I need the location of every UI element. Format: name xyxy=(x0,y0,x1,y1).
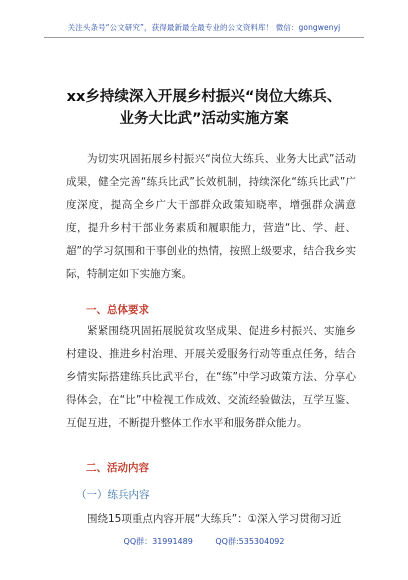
title-line-1: xx乡持续深入开展乡村振兴“岗位大练兵、 xyxy=(66,89,342,105)
section-heading-activity-content: 二、活动内容 xyxy=(86,462,149,474)
footer-qq-group-1: QQ群：31991489 xyxy=(123,537,193,546)
subsection-heading-training-content: （一）练兵内容 xyxy=(76,489,150,501)
footer xyxy=(0,536,408,547)
section1-paragraph: 紧紧围绕巩固拓展脱贫攻坚成果、促进乡村振兴、实施乡村建设、推进乡村治理、开展关爱服务行动等重点任务，结合乡情实际搭建练兵比武平台，在“练”中学习政策方法、分享心得体会，在“比”中检视工作成效、交流经验做法，互学互鉴、互促互进，不断提升整体工作水平和服务群众能力。 xyxy=(66,325,356,429)
intro-paragraph: 为切实巩固拓展乡村振兴“岗位大练兵、业务大比武”活动成果，健全完善“练兵比武”长效机制，持续深化“练兵比武”广度深度，提高全乡广大干部群众政策知晓率，增强群众满意度，提升乡村干部业务素质和履职能力，营造“比、学、赶、超”的学习氛围和干事创业的热情，按照上级要求，结合我乡实际，特制定如下实施方案。 xyxy=(66,153,356,280)
header-banner: 关注头条号“公文研究”，获得最新最全最专业的公文资料库！ 微信：gongwenyj xyxy=(44,22,364,38)
footer-qq-group-2: QQ群:535304092 xyxy=(215,537,285,546)
subsection1-paragraph: 围绕15项重点内容开展“大练兵”：①深入学习贯彻习近 xyxy=(87,513,342,525)
title-line-2: 业务大比武”活动实施方案 xyxy=(119,111,289,127)
document-title xyxy=(40,86,368,130)
section-heading-general-requirements: 一、总体要求 xyxy=(86,304,149,316)
